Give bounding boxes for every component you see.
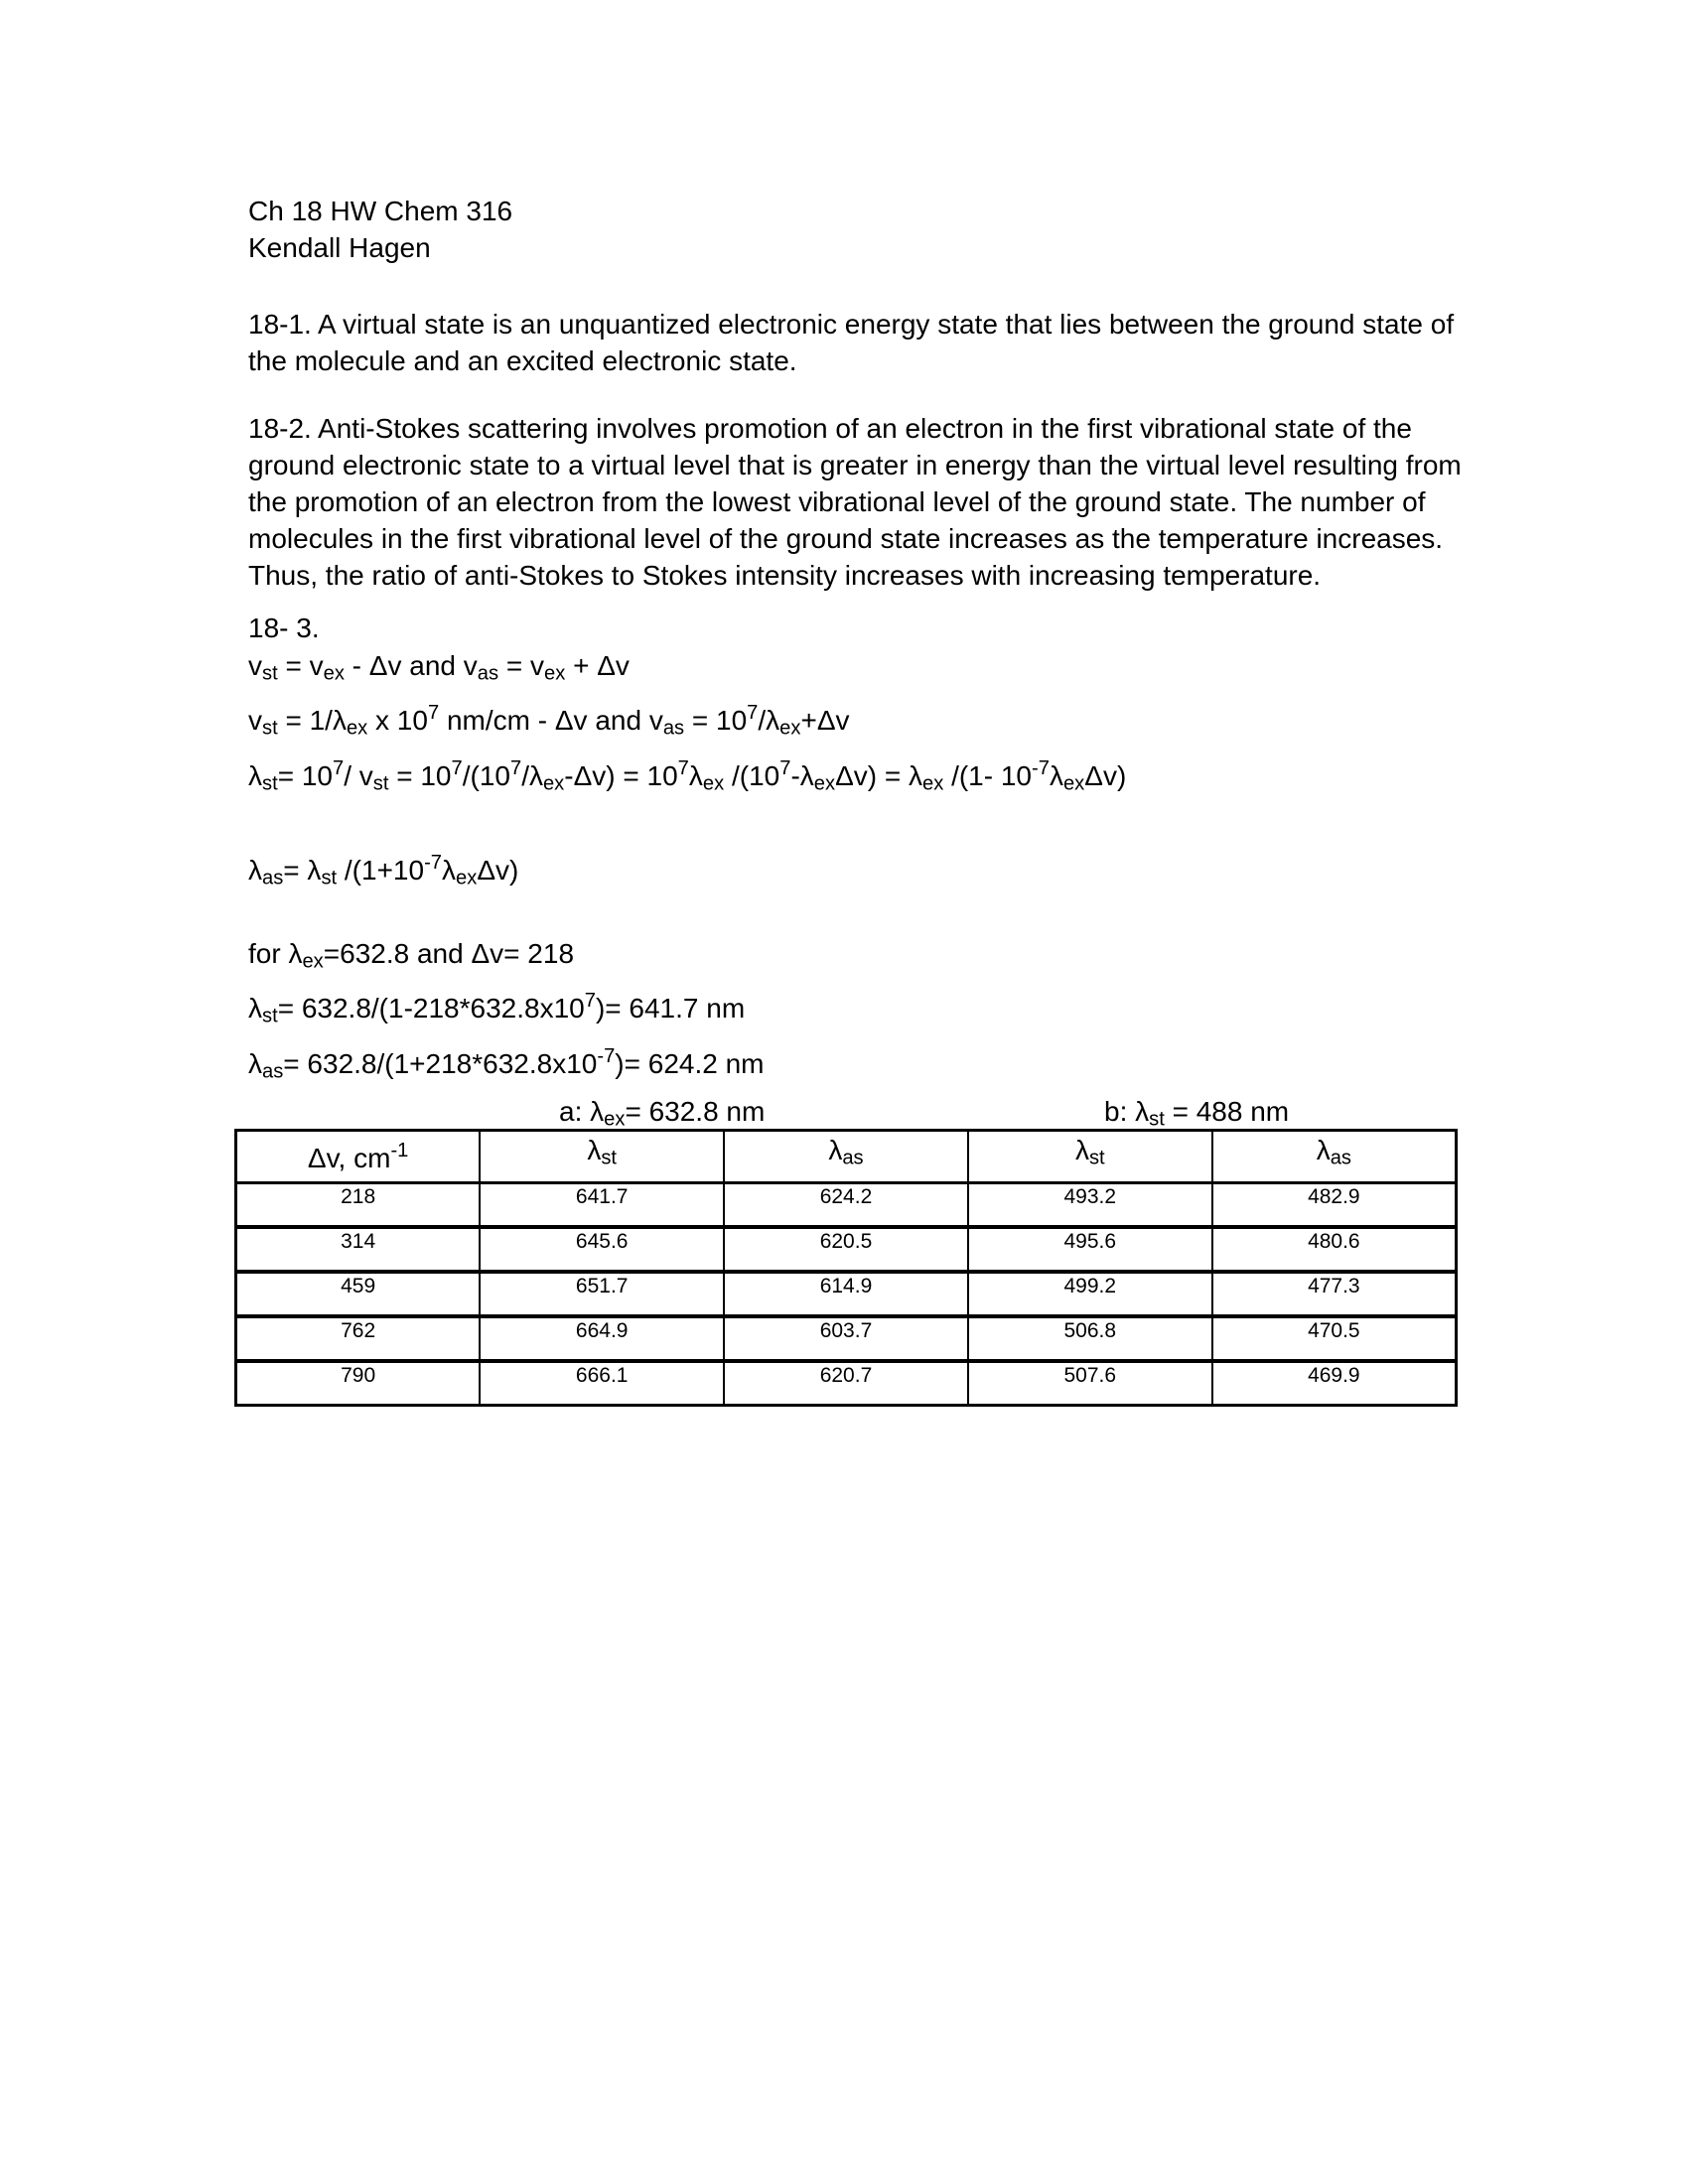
table-cell: 469.9 bbox=[1212, 1361, 1457, 1406]
table-row bbox=[236, 1316, 1457, 1361]
table-cell: 218 bbox=[236, 1182, 481, 1227]
equation-frequency-relations: $v_{st} = v_{ex} - \Delta v$ and $v_{as} = v_{ex} + \Delta v$ bbox=[248, 650, 630, 685]
table-cell: 493.2 bbox=[968, 1182, 1212, 1227]
equation-frequency-wavelength: $v_{st} = 1/\lambda_{ex}$ x $10^7$ nm/cm - Δv and $v_{as} = 10^7/\lambda_{ex}+\Delta v$ bbox=[248, 702, 850, 740]
table-cell: 651.7 bbox=[480, 1272, 724, 1316]
table-cell: 645.6 bbox=[480, 1227, 724, 1272]
course-title: Ch 18 HW Chem 316 bbox=[248, 196, 513, 226]
results-table bbox=[234, 1129, 1458, 1406]
col-header-delta-v: Δv, $cm^{-1}$ bbox=[236, 1131, 481, 1182]
table-cell: 480.6 bbox=[1212, 1227, 1457, 1272]
table-cell: 664.9 bbox=[480, 1316, 724, 1361]
table-cell: 314 bbox=[236, 1227, 481, 1272]
antistokes-wavelength-calculation: $\lambda_{as}= 632.8/(1+218*632.8x10^{-7})= 624.2$ nm bbox=[248, 1044, 765, 1083]
table-row bbox=[236, 1227, 1457, 1272]
col-header-lambda-as-a: $\lambda_{as}$ bbox=[724, 1131, 968, 1182]
author-name: Kendall Hagen bbox=[248, 232, 431, 263]
table-cell: 470.5 bbox=[1212, 1316, 1457, 1361]
table-row bbox=[236, 1361, 1457, 1406]
equation-lambda-antistokes: $\lambda_{as}= \lambda_{st}$ $/(1+10^{-7}\lambda_{ex}\Delta v)$ bbox=[248, 852, 519, 889]
table-cell: 790 bbox=[236, 1361, 481, 1406]
table-cell: 762 bbox=[236, 1316, 481, 1361]
header-row bbox=[236, 1131, 1457, 1182]
answer-18-1: 18-1. A virtual state is an unquantized electronic energy state that lies between the ground state of the molecule and an excited electronic state. bbox=[248, 309, 1455, 376]
table-case-labels bbox=[248, 1095, 1509, 1129]
table-cell: 620.7 bbox=[724, 1361, 968, 1406]
col-header-lambda-as-b: $\lambda_{as}$ bbox=[1212, 1131, 1457, 1182]
problem-18-3-heading: 18- 3. bbox=[248, 613, 320, 643]
table-cell: 499.2 bbox=[968, 1272, 1212, 1316]
table-cell: 614.9 bbox=[724, 1272, 968, 1316]
case-a-label: a: $\lambda_{ex}= 632.8$ nm bbox=[559, 1096, 766, 1131]
table-cell: 477.3 bbox=[1212, 1272, 1457, 1316]
table-cell: 459 bbox=[236, 1272, 481, 1316]
case-b-label: b: $\lambda_{st} = 488$ nm bbox=[1104, 1096, 1290, 1131]
table-cell: 641.7 bbox=[480, 1182, 724, 1227]
document-header bbox=[248, 193, 1509, 266]
results-table-header bbox=[236, 1131, 1457, 1182]
table-cell: 495.6 bbox=[968, 1227, 1212, 1272]
col-header-lambda-st-b: $\lambda_{st}$ bbox=[968, 1131, 1212, 1182]
table-cell: 624.2 bbox=[724, 1182, 968, 1227]
table-cell: 506.8 bbox=[968, 1316, 1212, 1361]
answer-18-2: 18-2. Anti-Stokes scattering involves promotion of an electron in the first vibrational state of the ground electronic state to a virtual level that is greater in energy than the virtual level resulting from the promotion of an electron from the lowest vibrational level of the ground state. The number of molecules in the first vibrational level of the ground state increases as the temperature increases. Thus, the ratio of anti-Stokes to Stokes intensity increases with increasing temperature. bbox=[248, 413, 1462, 591]
col-header-lambda-st-a: $\lambda_{st}$ bbox=[480, 1131, 724, 1182]
table-cell: 603.7 bbox=[724, 1316, 968, 1361]
problem-18-3-section bbox=[248, 610, 1509, 1091]
document-content bbox=[248, 193, 1509, 1407]
equation-lambda-stokes: $\lambda_{st}= 10^7/$ $v_{st} = 10^7/(10^7/\lambda_{ex}-\Delta v) = 10^7\lambda_{ex}$ $/(10^7-\lambda_{ex}\Delta v) = \lambda_{ex}$ /(1- $10^{-7}\lambda_{ex}\Delta v$) bbox=[248, 756, 1127, 795]
table-cell: 620.5 bbox=[724, 1227, 968, 1272]
given-values-line: for $\lambda_{ex}=632.8$ and Δv= 218 bbox=[248, 937, 575, 973]
stokes-wavelength-calculation: $\lambda_{st}= 632.8/(1-218*632.8x10^7)= 641.7$ nm bbox=[248, 990, 746, 1027]
table-cell: 666.1 bbox=[480, 1361, 724, 1406]
table-row bbox=[236, 1182, 1457, 1227]
table-cell: 482.9 bbox=[1212, 1182, 1457, 1227]
table-row bbox=[236, 1272, 1457, 1316]
results-table-body bbox=[236, 1182, 1457, 1405]
table-cell: 507.6 bbox=[968, 1361, 1212, 1406]
